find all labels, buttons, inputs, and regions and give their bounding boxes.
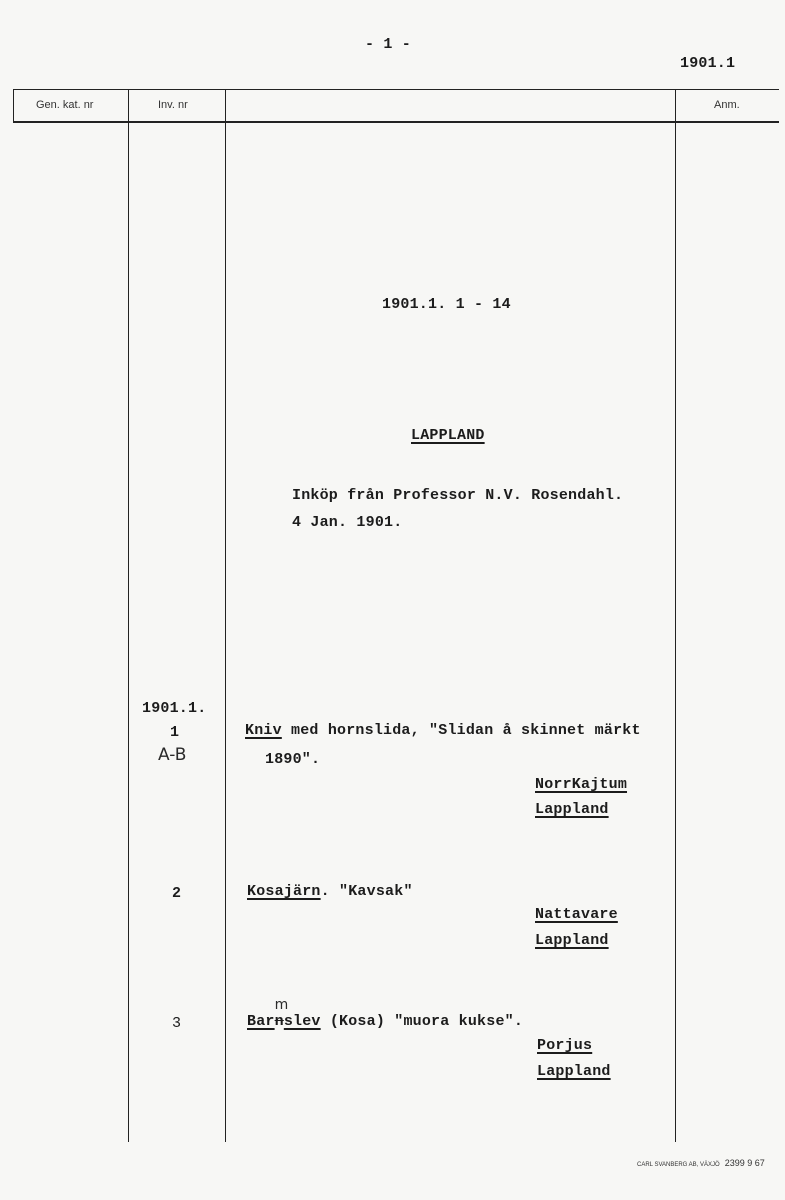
item-region: Lappland xyxy=(535,932,609,949)
column-divider-3 xyxy=(675,89,676,1142)
acquisition-date: 4 Jan. 1901. xyxy=(292,514,403,531)
page-number: - 1 - xyxy=(365,36,412,53)
column-header-inv-nr: Inv. nr xyxy=(158,99,188,111)
item-name-struck-letter: n xyxy=(274,1013,284,1030)
collection-range: 1901.1. 1 - 14 xyxy=(382,296,511,313)
item-name: Kniv xyxy=(245,722,282,739)
collection-region: LAPPLAND xyxy=(411,427,485,444)
inventory-number: 3 xyxy=(172,1015,182,1032)
item-region: Lappland xyxy=(535,801,609,818)
column-divider-2 xyxy=(225,89,226,1142)
printer-name: CARL SVANBERG AB, VÄXJÖ xyxy=(637,1162,720,1168)
item-text: (Kosa) "muora kukse". xyxy=(320,1013,524,1030)
item-description xyxy=(247,883,413,900)
item-place: Porjus xyxy=(537,1037,593,1054)
item-name-start: Bar xyxy=(247,1013,275,1030)
item-text: . "Kavsak" xyxy=(320,883,413,900)
item-name-corrected-letter xyxy=(274,997,289,1030)
item-place: NorrKajtum xyxy=(535,776,628,793)
inventory-number: 2 xyxy=(172,885,182,902)
item-description xyxy=(247,997,524,1030)
column-header-anm: Anm. xyxy=(714,99,740,111)
item-name-end: slev xyxy=(283,1013,321,1030)
inventory-number: 1 xyxy=(170,724,180,741)
item-name: Kosajärn xyxy=(247,883,321,900)
form-code: 2399 9 67 xyxy=(724,1158,765,1168)
acquisition-note: Inköp från Professor N.V. Rosendahl. xyxy=(292,487,624,504)
column-divider-1 xyxy=(128,89,129,1142)
printer-imprint xyxy=(637,1158,765,1168)
inventory-series: 1901.1. xyxy=(142,700,207,717)
item-description xyxy=(245,722,641,739)
item-name xyxy=(247,997,321,1030)
handwritten-suffix: A-B xyxy=(158,745,187,765)
left-border xyxy=(13,89,14,123)
catalog-reference: 1901.1 xyxy=(680,55,736,72)
item-region: Lappland xyxy=(537,1063,611,1080)
column-header-gen-kat-nr: Gen. kat. nr xyxy=(36,99,94,111)
item-description-continued: 1890". xyxy=(265,751,321,768)
handwritten-correction: m xyxy=(274,997,289,1013)
item-text: med hornslida, "Slidan å skinnet märkt xyxy=(281,722,641,739)
item-place: Nattavare xyxy=(535,906,618,923)
